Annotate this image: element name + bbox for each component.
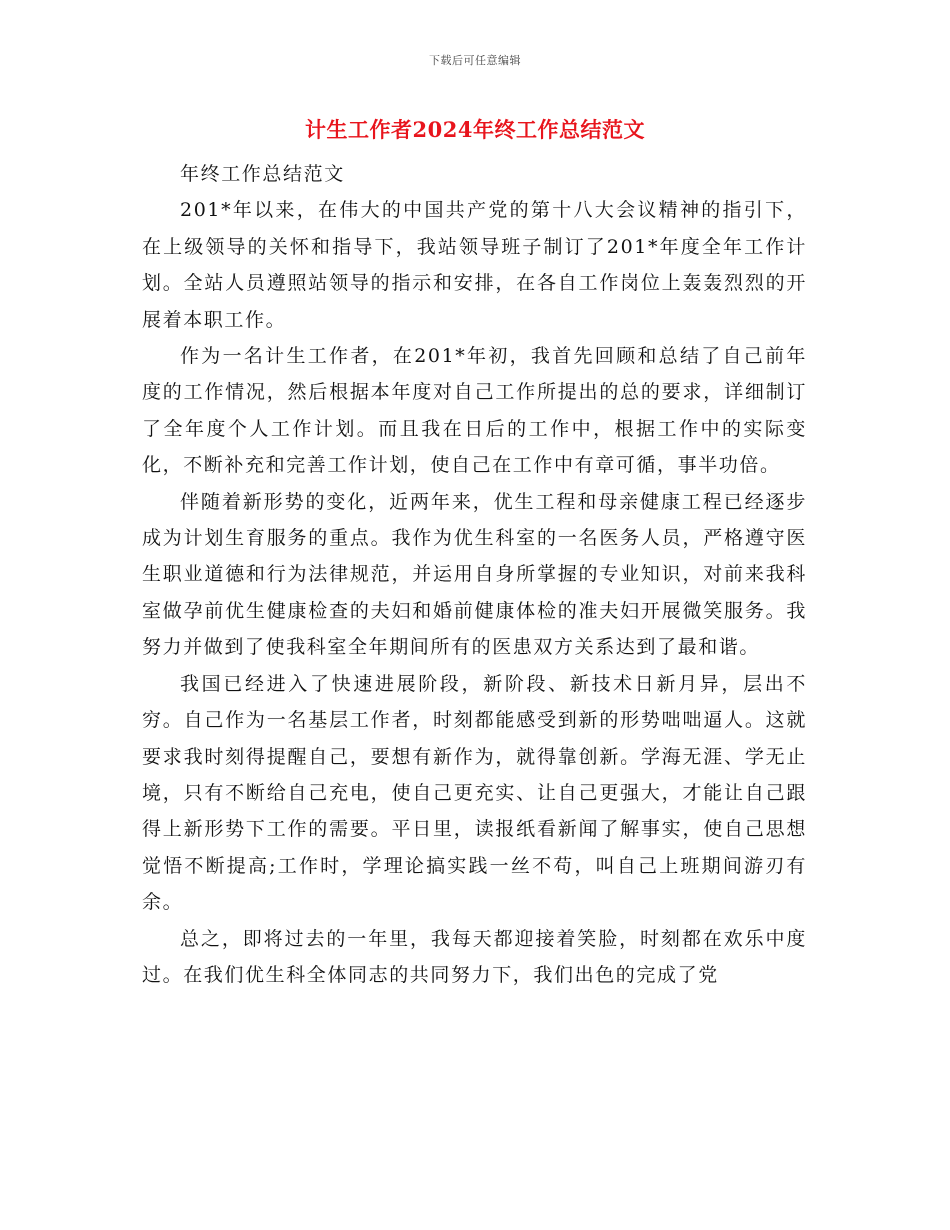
header-note: 下载后可任意编辑 bbox=[429, 54, 521, 67]
paragraph: 201*年以来，在伟大的中国共产党的第十八大会议精神的指引下，在上级领导的关怀和指导下，我站领导班子制订了201*年度全年工作计划。全站人员遵照站领导的指示和安排，在各自工作岗位上轰轰烈烈的开展着本职工作。 bbox=[142, 199, 807, 331]
paragraph: 我国已经进入了快速进展阶段，新阶段、新技术日新月异，层出不穷。自己作为一名基层工作者，时刻都能感受到新的形势咄咄逼人。这就要求我时刻得提醒自己，要想有新作为，就得靠创新。学海无涯、学无止境，只有不断给自己充电，使自己更充实、让自己更强大，才能让自己跟得上新形势下工作的需要。平日里，读报纸看新闻了解事实，使自己思想觉悟不断提高;工作时，学理论搞实践一丝不苟，叫自己上班期间游刃有余。 bbox=[142, 672, 807, 914]
paragraph: 总之，即将过去的一年里，我每天都迎接着笑脸，时刻都在欢乐中度过。在我们优生科全体同志的共同努力下，我们出色的完成了党 bbox=[142, 927, 807, 986]
paragraph: 伴随着新形势的变化，近两年来，优生工程和母亲健康工程已经逐步成为计划生育服务的重点。我作为优生科室的一名医务人员，严格遵守医生职业道德和行为法律规范，并运用自身所掌握的专业知识，对前来我科室做孕前优生健康检查的夫妇和婚前健康体检的准夫妇开展微笑服务。我努力并做到了使我科室全年期间所有的医患双方关系达到了最和谐。 bbox=[142, 490, 807, 659]
document-body bbox=[142, 156, 807, 993]
paragraph: 作为一名计生工作者，在201*年初，我首先回顾和总结了自己前年度的工作情况，然后根据本年度对自己工作所提出的总的要求，详细制订了全年度个人工作计划。而且我在日后的工作中，根据工作中的实际变化，不断补充和完善工作计划，使自己在工作中有章可循，事半功倍。 bbox=[142, 345, 807, 477]
document-title: 计生工作者2024年终工作总结范文 bbox=[305, 117, 645, 142]
paragraph-subtitle: 年终工作总结范文 bbox=[180, 163, 345, 185]
